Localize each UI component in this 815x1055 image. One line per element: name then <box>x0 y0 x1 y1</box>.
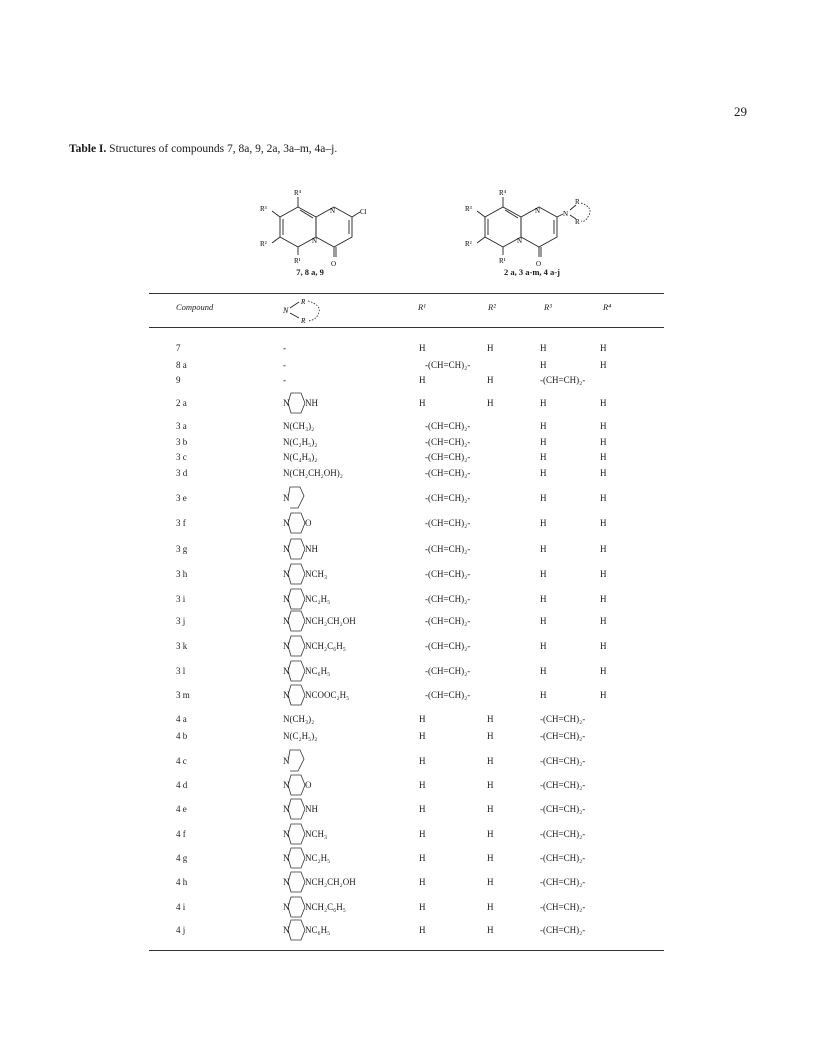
cell-r2: H <box>487 829 494 839</box>
cell-r3: H <box>540 569 547 579</box>
cell-amine: N(CH₃)₂ <box>283 714 315 724</box>
right-o: O <box>536 260 542 268</box>
cell-r4: H <box>600 452 607 462</box>
left-o: O <box>331 260 337 268</box>
cell-r1-r2: -(CH=CH)₂- <box>425 616 471 626</box>
cell-r1-r2: -(CH=CH)₂- <box>425 468 471 478</box>
cell-r3-r4: -(CH=CH)₂- <box>540 877 586 887</box>
cell-r3: H <box>540 452 547 462</box>
cell-r4: H <box>600 569 607 579</box>
cell-compound: 4 b <box>176 731 188 741</box>
cell-compound: 3 l <box>176 666 186 676</box>
cell-r1: H <box>419 731 426 741</box>
cell-r1-r2: -(CH=CH)₂- <box>425 641 471 651</box>
cell-compound: 3 a <box>176 421 187 431</box>
structure-right-label: 2 a, 3 a-m, 4 a-j <box>504 267 560 277</box>
cell-ring-n: N <box>283 853 290 863</box>
cell-r2: H <box>487 714 494 724</box>
right-n-top: N <box>535 207 541 215</box>
cell-ring-substituent: NC₂H₅ <box>305 594 331 604</box>
cell-r1: H <box>419 925 426 935</box>
cell-amine: N(CH₂CH₂OH)₂ <box>283 468 343 478</box>
cell-r3: H <box>540 544 547 554</box>
left-n-top: N <box>330 207 336 215</box>
header-r4: R⁴ <box>603 302 612 312</box>
cell-compound: 7 <box>176 343 181 353</box>
structure-left-drawing <box>250 183 380 273</box>
cell-compound: 8 a <box>176 360 187 370</box>
structure-right-drawing <box>455 183 605 273</box>
left-r1: R¹ <box>294 257 301 265</box>
cell-ring-n: N <box>283 594 290 604</box>
cell-r1-r2: -(CH=CH)₂- <box>425 437 471 447</box>
cell-r4: H <box>600 544 607 554</box>
right-r2: R² <box>465 240 472 248</box>
cell-r2: H <box>487 398 494 408</box>
header-amine-r-bottom: R <box>301 317 306 325</box>
cell-compound: 9 <box>176 375 181 385</box>
page-number: 29 <box>734 104 747 119</box>
cell-compound: 3 c <box>176 452 187 462</box>
cell-ring-n: N <box>283 756 290 766</box>
cell-r1-r2: -(CH=CH)₂- <box>425 360 471 370</box>
cell-ring-n: N <box>283 666 290 676</box>
right-r1: R¹ <box>499 257 506 265</box>
cell-ring-substituent: NCH₂CH₂OH <box>305 877 356 887</box>
cell-r1-r2: -(CH=CH)₂- <box>425 452 471 462</box>
cell-ring-substituent: NC₂H₅ <box>305 853 331 863</box>
cell-r3: H <box>540 468 547 478</box>
cell-amine: N(C₄H₉)₂ <box>283 452 318 462</box>
cell-r3: H <box>540 616 547 626</box>
cell-compound: 2 a <box>176 398 187 408</box>
cell-compound: 4 d <box>176 780 188 790</box>
cell-compound: 4 a <box>176 714 187 724</box>
cell-r3: H <box>540 360 547 370</box>
cell-r3: H <box>540 594 547 604</box>
cell-ring-n: N <box>283 780 290 790</box>
left-n-bridge: N <box>312 237 318 245</box>
cell-ring-n: N <box>283 690 290 700</box>
cell-r1-r2: -(CH=CH)₂- <box>425 421 471 431</box>
cell-compound: 3 k <box>176 641 188 651</box>
cell-ring-substituent: NCH₃ <box>305 829 328 839</box>
header-amine-r-top: R <box>301 298 306 306</box>
header-r3: R³ <box>544 302 552 312</box>
cell-r4: H <box>600 616 607 626</box>
cell-r4: H <box>600 518 607 528</box>
cell-r1-r2: -(CH=CH)₂- <box>425 594 471 604</box>
cell-ring-n: N <box>283 925 290 935</box>
cell-r4: H <box>600 641 607 651</box>
cell-r2: H <box>487 731 494 741</box>
cell-r1-r2: -(CH=CH)₂- <box>425 493 471 503</box>
cell-r4: H <box>600 493 607 503</box>
structure-left <box>250 183 380 278</box>
left-r4: R⁴ <box>294 189 302 197</box>
cell-compound: 3 h <box>176 569 188 579</box>
cell-r3-r4: -(CH=CH)₂- <box>540 756 586 766</box>
cell-r1-r2: -(CH=CH)₂- <box>425 544 471 554</box>
cell-r4: H <box>600 437 607 447</box>
cell-r1: H <box>419 804 426 814</box>
cell-r3-r4: -(CH=CH)₂- <box>540 731 586 741</box>
cell-ring-substituent: NCH₂C₆H₅ <box>305 902 346 912</box>
header-r1: R¹ <box>418 302 426 312</box>
right-n-bridge: N <box>517 237 523 245</box>
cell-r4: H <box>600 421 607 431</box>
cell-amine: N(CH₃)₂ <box>283 421 315 431</box>
cell-r3-r4: -(CH=CH)₂- <box>540 829 586 839</box>
cell-compound: 4 g <box>176 853 188 863</box>
cell-compound: 3 i <box>176 594 186 604</box>
cell-r1: H <box>419 829 426 839</box>
cell-r1-r2: -(CH=CH)₂- <box>425 518 471 528</box>
cell-compound: 4 i <box>176 902 186 912</box>
table-caption <box>69 143 337 155</box>
cell-r4: H <box>600 343 607 353</box>
cell-amine: - <box>283 375 286 385</box>
cell-compound: 4 c <box>176 756 187 766</box>
caption-text: Structures of compounds 7, 8a, 9, 2a, 3a–m, 4a–j. <box>106 143 338 155</box>
cell-ring-n: N <box>283 518 290 528</box>
cell-r3: H <box>540 690 547 700</box>
header-r2: R² <box>488 302 496 312</box>
cell-r3-r4: -(CH=CH)₂- <box>540 780 586 790</box>
cell-compound: 4 e <box>176 804 187 814</box>
cell-r3: H <box>540 437 547 447</box>
cell-r3-r4: -(CH=CH)₂- <box>540 804 586 814</box>
cell-compound: 4 j <box>176 925 186 935</box>
cell-ring-n: N <box>283 544 290 554</box>
cell-ring-substituent: NCOOC₂H₅ <box>305 690 350 700</box>
header-compound: Compound <box>176 302 214 312</box>
cell-ring-n: N <box>283 902 290 912</box>
cell-r2: H <box>487 756 494 766</box>
table-bottom-rule <box>149 950 664 951</box>
cell-ring-n: N <box>283 829 290 839</box>
cell-ring-substituent: NH <box>305 398 318 408</box>
cell-r2: H <box>487 804 494 814</box>
cell-r1: H <box>419 902 426 912</box>
cell-ring-substituent: NCH₃ <box>305 569 328 579</box>
cell-r3: H <box>540 641 547 651</box>
cell-amine: N(C₂H₅)₂ <box>283 731 318 741</box>
cell-r3-r4: -(CH=CH)₂- <box>540 714 586 724</box>
cell-r2: H <box>487 902 494 912</box>
cell-r3: H <box>540 398 547 408</box>
cell-r1-r2: -(CH=CH)₂- <box>425 666 471 676</box>
left-r3: R³ <box>260 205 267 213</box>
cell-r1-r2: -(CH=CH)₂- <box>425 569 471 579</box>
cell-r1: H <box>419 343 426 353</box>
cell-amine: - <box>283 360 286 370</box>
cell-r3: H <box>540 518 547 528</box>
cell-compound: 4 f <box>176 829 186 839</box>
cell-r2: H <box>487 343 494 353</box>
cell-amine: - <box>283 343 286 353</box>
table-header-rule <box>149 327 664 328</box>
cell-compound: 3 m <box>176 690 190 700</box>
cell-r1: H <box>419 398 426 408</box>
cell-r1: H <box>419 375 426 385</box>
right-r-a: R <box>575 198 580 206</box>
cell-r3: H <box>540 343 547 353</box>
cell-r3: H <box>540 493 547 503</box>
cell-ring-n: N <box>283 877 290 887</box>
cell-r2: H <box>487 853 494 863</box>
right-r4: R⁴ <box>499 189 507 197</box>
right-r-b: R <box>575 218 580 226</box>
cell-ring-n: N <box>283 398 290 408</box>
left-cl: Cl <box>360 208 367 216</box>
right-n-amine: N <box>563 210 569 218</box>
cell-ring-substituent: NCH₂CH₂OH <box>305 616 356 626</box>
amine-header-drawing <box>281 295 341 325</box>
cell-r1: H <box>419 714 426 724</box>
cell-ring-substituent: NH <box>305 804 318 814</box>
cell-ring-substituent: NH <box>305 544 318 554</box>
cell-compound: 3 f <box>176 518 186 528</box>
cell-r2: H <box>487 925 494 935</box>
cell-r1: H <box>419 756 426 766</box>
cell-compound: 3 e <box>176 493 187 503</box>
cell-r1: H <box>419 877 426 887</box>
cell-r4: H <box>600 398 607 408</box>
cell-r1-r2: -(CH=CH)₂- <box>425 690 471 700</box>
caption-label: Table I. <box>69 143 107 155</box>
left-r2: R² <box>260 240 267 248</box>
cell-ring-substituent: NC₆H₅ <box>305 925 331 935</box>
header-amine-n: N <box>283 306 289 315</box>
cell-ring-substituent: O <box>305 518 312 528</box>
table-top-rule <box>149 293 664 294</box>
cell-r3-r4: -(CH=CH)₂- <box>540 925 586 935</box>
cell-compound: 4 h <box>176 877 188 887</box>
cell-r2: H <box>487 780 494 790</box>
cell-ring-n: N <box>283 641 290 651</box>
cell-compound: 3 b <box>176 437 188 447</box>
cell-r3: H <box>540 421 547 431</box>
header-amine <box>281 295 341 330</box>
cell-r3-r4: -(CH=CH)₂- <box>540 853 586 863</box>
cell-r1: H <box>419 780 426 790</box>
cell-compound: 3 j <box>176 616 186 626</box>
cell-ring-n: N <box>283 616 290 626</box>
cell-ring-n: N <box>283 804 290 814</box>
structure-right <box>455 183 605 278</box>
cell-ring-substituent: O <box>305 780 312 790</box>
cell-compound: 3 d <box>176 468 188 478</box>
cell-ring-substituent: NC₆H₅ <box>305 666 331 676</box>
cell-ring-n: N <box>283 493 290 503</box>
right-r3: R³ <box>465 205 472 213</box>
cell-r2: H <box>487 375 494 385</box>
cell-r4: H <box>600 594 607 604</box>
structure-left-label: 7, 8 a, 9 <box>296 267 324 277</box>
cell-compound: 3 g <box>176 544 188 554</box>
cell-r4: H <box>600 468 607 478</box>
cell-r4: H <box>600 666 607 676</box>
cell-r1: H <box>419 853 426 863</box>
cell-r3-r4: -(CH=CH)₂- <box>540 902 586 912</box>
cell-r4: H <box>600 360 607 370</box>
cell-r4: H <box>600 690 607 700</box>
cell-amine: N(C₂H₅)₂ <box>283 437 318 447</box>
cell-ring-substituent: NCH₂C₆H₅ <box>305 641 346 651</box>
cell-ring-n: N <box>283 569 290 579</box>
cell-r3: H <box>540 666 547 676</box>
cell-r3-r4: -(CH=CH)₂- <box>540 375 586 385</box>
cell-r2: H <box>487 877 494 887</box>
